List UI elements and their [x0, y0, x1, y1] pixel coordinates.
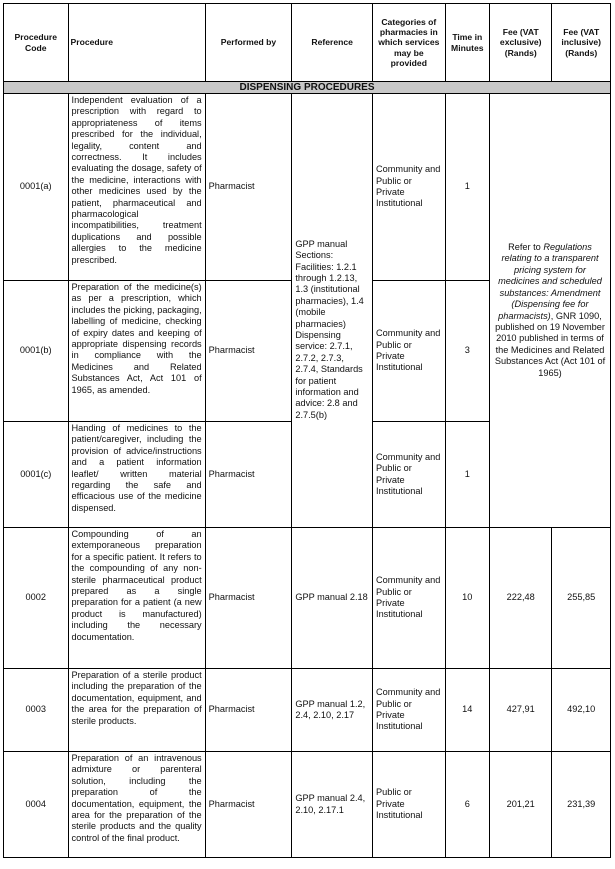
time-minutes: 6 [445, 752, 489, 858]
table-row [4, 669, 611, 752]
pharmacy-categories: Community and Public or Private Institutional [373, 94, 446, 281]
fee-vat-exclusive: 222,48 [489, 528, 552, 669]
fee-vat-exclusive: 427,91 [489, 669, 552, 752]
performed-by: Pharmacist [205, 94, 292, 281]
time-minutes: 10 [445, 528, 489, 669]
procedure-description: Compounding of an extemporaneous preparation for a specific patient. It refers to the compounding of any non-sterile pharmaceutical product prepared as a single preparation for a patient (a new product is manufactured) including the necessary documentation. [68, 528, 205, 669]
section-title: DISPENSING PROCEDURES [4, 82, 611, 94]
procedure-code: 0002 [4, 528, 69, 669]
procedure-code: 0001(c) [4, 422, 69, 528]
time-minutes: 14 [445, 669, 489, 752]
fee-vat-exclusive: 201,21 [489, 752, 552, 858]
reference: GPP manual Sections: Facilities: 1.2.1 through 1.2.13, 1.3 (institutional pharmacies), 1.4 (mobile pharmacies) Dispensing service: 2.7.1, 2.7.2, 2.7.3, 2.7.4, Standards for patient information and advice: 2.8 and 2.7.5(b) [292, 94, 373, 528]
fee-vat-inclusive: 255,85 [552, 528, 611, 669]
procedure-description: Preparation of a sterile product including the preparation of the documentation, equipment, and the area for the preparation of sterile products. [68, 669, 205, 752]
fee-note-regulation: Regulations relating to a transparent pricing system for medicines and scheduled substances: Amendment (Dispensing fee for pharmacists) [498, 242, 602, 321]
fee-vat-inclusive: 492,10 [552, 669, 611, 752]
procedure-code: 0004 [4, 752, 69, 858]
reference: GPP manual 2.4, 2.10, 2.17.1 [292, 752, 373, 858]
reference: GPP manual 2.18 [292, 528, 373, 669]
performed-by: Pharmacist [205, 752, 292, 858]
reference: GPP manual 1.2, 2.4, 2.10, 2.17 [292, 669, 373, 752]
procedure-code: 0001(b) [4, 281, 69, 422]
fees-table [3, 3, 611, 858]
procedure-description: Handing of medicines to the patient/caregiver, including the provision of advice/instructions and a patient information leaflet/ written material regarding the safe and efficacious use of the medicine dispensed. [68, 422, 205, 528]
header-fee-incl: Fee (VAT inclusive) (Rands) [552, 4, 611, 82]
header-performed-by: Performed by [205, 4, 292, 82]
performed-by: Pharmacist [205, 281, 292, 422]
header-reference: Reference [292, 4, 373, 82]
table-row [4, 752, 611, 858]
performed-by: Pharmacist [205, 669, 292, 752]
performed-by: Pharmacist [205, 422, 292, 528]
header-categories: Categories of pharmacies in which services may be provided [373, 4, 446, 82]
fee-note-prefix: Refer to [508, 242, 544, 253]
pharmacy-categories: Community and Public or Private Institutional [373, 422, 446, 528]
header-procedure: Procedure [68, 4, 205, 82]
pharmacy-categories: Community and Public or Private Institutional [373, 528, 446, 669]
procedure-code: 0001(a) [4, 94, 69, 281]
procedure-code: 0003 [4, 669, 69, 752]
pharmacy-categories: Community and Public or Private Institutional [373, 281, 446, 422]
fee-vat-inclusive: 231,39 [552, 752, 611, 858]
procedure-description: Preparation of an intravenous admixture or parenteral solution, including the preparation of the documentation, equipment, the area for the preparation of the sterile products and the quality control of the final product. [68, 752, 205, 858]
header-row [4, 4, 611, 82]
time-minutes: 3 [445, 281, 489, 422]
header-time: Time in Minutes [445, 4, 489, 82]
section-row [4, 82, 611, 94]
time-minutes: 1 [445, 94, 489, 281]
performed-by: Pharmacist [205, 528, 292, 669]
pharmacy-categories: Public or Private Institutional [373, 752, 446, 858]
time-minutes: 1 [445, 422, 489, 528]
fee-note-suffix: , GNR 1090, published on 19 November 2010 published in terms of the Medicines and Related Substances Act (Act 101 of 1965) [494, 310, 606, 378]
table-row [4, 528, 611, 669]
table-row [4, 94, 611, 281]
fee-note [489, 94, 610, 528]
procedure-description: Preparation of the medicine(s) as per a prescription, which includes the picking, packaging, labelling of medicine, checking of expiry dates and keeping of appropriate dispensing records in compliance with the Medicines and Related Substances Act, Act 101 of 1965, as amended. [68, 281, 205, 422]
header-fee-excl: Fee (VAT exclusive) (Rands) [489, 4, 552, 82]
procedure-description: Independent evaluation of a prescription with regard to appropriateness of items prescribed for the individual, legality, content and correctness. It includes evaluating the dosage, safety of the medicine, interactions with other medicines used by the patient, pharmaceutical and pharmacological incompatibilities, treatment duplications and possible allergies to the medicine prescribed. [68, 94, 205, 281]
header-procedure-code: Procedure Code [4, 4, 69, 82]
pharmacy-categories: Community and Public or Private Institutional [373, 669, 446, 752]
